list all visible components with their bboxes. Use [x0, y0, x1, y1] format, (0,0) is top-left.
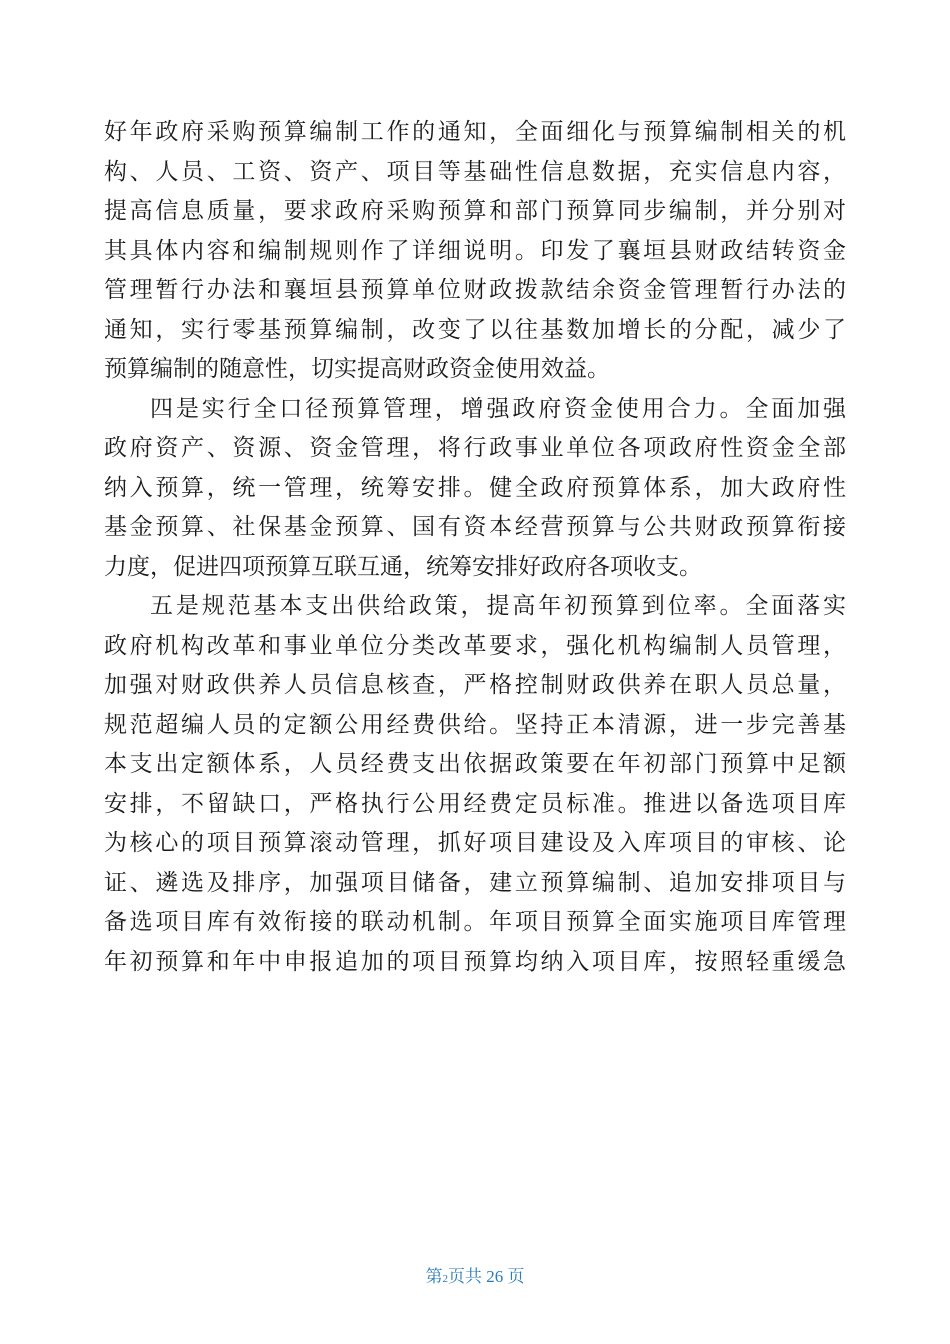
text-line: 加强对财政供养人员信息核查，严格控制财政供养在职人员总量，: [104, 672, 846, 698]
footer-page-number: 2: [442, 1273, 448, 1285]
text-line: 纳入预算，统一管理，统筹安排。健全政府预算体系，加大政府性: [104, 474, 846, 501]
text-line: 政府机构改革和事业单位分类改革要求，强化机构编制人员管理，: [104, 632, 846, 659]
text-line: 规范超编人员的定额公用经费供给。坚持正本清源，进一步完善基: [104, 711, 846, 738]
text-line: 基金预算、社保基金预算、国有资本经营预算与公共财政预算衔接: [104, 514, 846, 540]
text-line: 构、人员、工资、资产、项目等基础性信息数据，充实信息内容，: [104, 158, 846, 185]
text-line: 通知，实行零基预算编制，改变了以往基数加增长的分配，减少了: [104, 316, 846, 343]
text-line: 备选项目库有效衔接的联动机制。年项目预算全面实施项目库管理: [104, 909, 846, 935]
text-line: 年初预算和年中申报追加的项目预算均纳入项目库，按照轻重缓急: [104, 948, 846, 975]
footer-prefix: 第: [425, 1267, 443, 1286]
text-line: 本支出定额体系，人员经费支出依据政策要在年初部门预算中足额: [104, 751, 846, 777]
footer-suffix: 页共 26 页: [448, 1267, 525, 1286]
text-line: 好年政府采购预算编制工作的通知，全面细化与预算编制相关的机: [104, 119, 846, 145]
text-line: 其具体内容和编制规则作了详细说明。印发了襄垣县财政结转资金: [104, 237, 846, 264]
text-line: 证、遴选及排序，加强项目储备，建立预算编制、追加安排项目与: [104, 869, 846, 896]
text-line: 力度，促进四项预算互联互通，统筹安排好政府各项收支。: [104, 553, 702, 580]
text-line: 管理暂行办法和襄垣县预算单位财政拨款结余资金管理暂行办法的: [104, 277, 846, 303]
text-line: 提高信息质量，要求政府采购预算和部门预算同步编制，并分别对: [104, 198, 846, 224]
page-footer: [0, 1262, 950, 1287]
text-line: 预算编制的随意性，切实提高财政资金使用效益。: [104, 356, 610, 382]
text-line: 安排，不留缺口，严格执行公用经费定员标准。推进以备选项目库: [104, 790, 846, 817]
text-line: 四是实行全口径预算管理，增强政府资金使用合力。全面加强: [150, 395, 846, 422]
text-line: 五是规范基本支出供给政策，提高年初预算到位率。全面落实: [150, 593, 846, 619]
text-line: 政府资产、资源、资金管理，将行政事业单位各项政府性资金全部: [104, 435, 846, 461]
document-body: [104, 113, 846, 982]
text-line: 为核心的项目预算滚动管理，抓好项目建设及入库项目的审核、论: [104, 830, 846, 856]
